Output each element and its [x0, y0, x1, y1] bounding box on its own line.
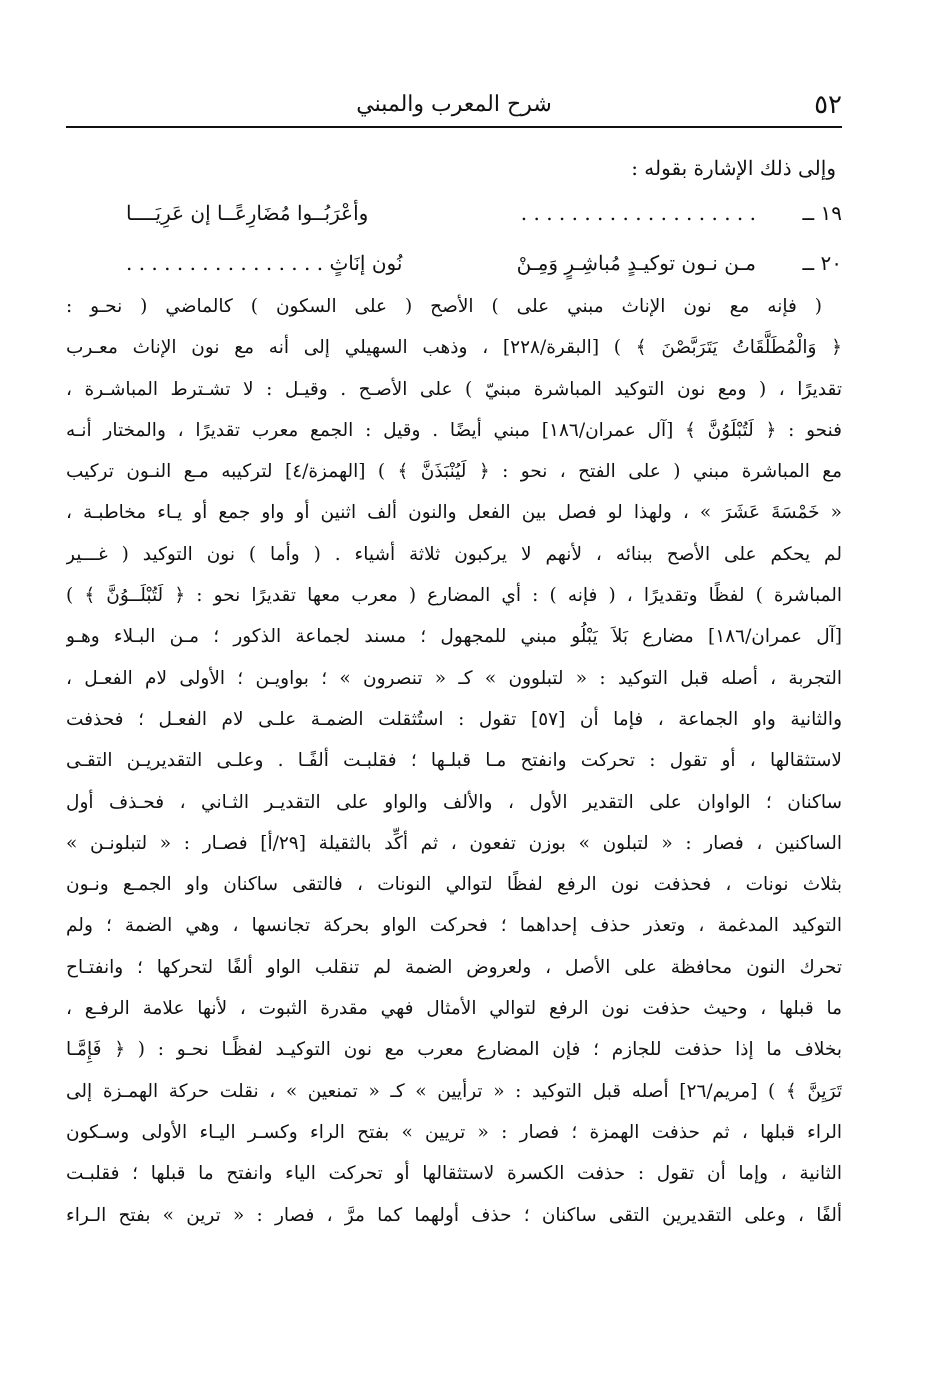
text-line: التجربة ، أصله قبل التوكيد : « لتبلوون » كـ « تنصرون » ؛ بواويـن ؛ الأولى لام الفعـل ،	[66, 667, 842, 689]
text-line: بخلاف ما إذا حذفت للجازم ؛ فإن المضارع معرب مع نون التوكيـد لفظًـا نحـو : ( ﴿ فَإِمَّـا	[66, 1039, 842, 1061]
text-line: والثانية واو الجماعة ، فإما أن [٥٧] تقول : استُثقلت الضمـة علـى لام الفعـل ؛ فحذفت	[66, 708, 842, 730]
text-line: تَرَيِنَّ ﴾ ) [مريم/٢٦] أصله قبل التوكيد : « ترأيين » كـ « تمنعين » ، نقلت حركة الهمـزة إلى	[66, 1080, 842, 1102]
verse-19	[126, 194, 842, 232]
header-rule	[66, 126, 842, 128]
text-line: ( فإنه مع نون الإناث مبني على ) الأصح ( على السكون ) كالماضي ( نحـو :	[66, 296, 822, 317]
text-line: التوكيد المدغمة ، وتعذر حذف إحداهما ؛ فحركت الواو بحركة تجانسها ، وهي الضمة ؛ ولم	[66, 915, 842, 937]
text-line: « خَمْسَةَ عَشَرَ » ، ولهذا لو فصل بين الفعل والنون ألف اثنين أو واو جمع أو يـاء مخاطبـة ،	[66, 502, 842, 524]
text-line: الساكنين ، فصار : « لتبلون » بوزن تفعون ، ثم أكِّد بالثقيلة [٢٩/أ] فصـار : « لتبلونـن »	[66, 832, 842, 854]
text-line: تقديرًا ، ( ومع نون التوكيد المباشرة مبنيّ ) على الأصـح . وقيـل : لا تشـترط المباشـرة ،	[66, 378, 842, 400]
text-line: ألفًا ، وعلى التقديرين التقى ساكنان ؛ حذف أولهما كما مرَّ ، فصار : « ترين » بفتح الـراء	[66, 1204, 842, 1226]
text-line: لم يحكم على الأصح ببنائه ، لأنهم لا يركبون ثلاثة أشياء . ( وأما ) نون التوكيد ( غـــير	[66, 543, 842, 565]
running-title: شرح المعرب والمبني	[356, 92, 552, 117]
verse-20	[126, 244, 842, 282]
verse-second-hemistich: وأعْرَبُــوا مُضَارِعًــا إن عَرِيَــــا	[126, 201, 369, 225]
text-line: الراء قبلها ، ثم حذفت الهمزة ؛ فصار : « تريين » بفتح الراء وكسـر اليـاء الأولى وسـكون	[66, 1121, 842, 1143]
verse-number: ١٩ ــ	[802, 201, 842, 225]
text-line: ﴿ وَالْمُطَلَّقَاتُ يَتَرَبَّصْنَ ﴾ ) [البقرة/٢٢٨] ، وذهب السهيلي إلى أنه مع نون الإناث معـرب	[66, 337, 842, 359]
text-line: ما قبلها ، وحيث حذفت نون الرفع لتوالي الأمثال فهي مقدرة الثبوت ، لأنها علامة الرفـع ،	[66, 998, 842, 1020]
text-line: فنحو : ﴿ لَتُبْلَوُنَّ ﴾ [آل عمران/١٨٦] مبني أيضًا . وقيل : الجمع معرب تقديرًا ، والمختار أنـه	[66, 419, 842, 441]
commentary-text	[66, 286, 842, 1236]
verse-first-hemistich: مـن نـون توكيـدٍ مُباشِـرٍ وَمِـنْ	[516, 251, 756, 275]
verse-first-hemistich: . . . . . . . . . . . . . . . . . . .	[520, 201, 756, 225]
text-line: المباشرة ) لفظًا وتقديرًا ، ( فإنه ) : أي المضارع ( معرب معها تقديرًا نحو : ﴿ لَتُبْلَــوُنَّ ﴾ )	[66, 585, 842, 607]
verse-number: ٢٠ ــ	[802, 251, 842, 275]
text-line: لاستثقالها ، أو تقول : تحركت وانفتح مـا قبلـها ؛ فقلبـت ألفًـا . وعلـى التقديريـن التقـى	[66, 750, 842, 772]
verse-second-hemistich: نُون إنَاثٍ . . . . . . . . . . . . . . . .	[126, 251, 403, 275]
text-line: بثلاث نونات ، فحذفت نون الرفع لفظًا لتوالي النونات ، فالتقى ساكنان واو الجمـع ونـون	[66, 874, 842, 896]
text-line: ساكنان ؛ الواوان على التقدير الأول ، والألف والواو على التقديـر الثـاني ، فحـذف أول	[66, 791, 842, 813]
text-line: الثانية ، وإما أن تقول : حذفت الكسرة لاستثقالها أو تحركت الياء وانفتح ما قبلها ؛ فقلبـت	[66, 1163, 842, 1185]
text-line: مع المباشرة مبني ( على الفتح ، نحو : ﴿ لَيُنْبَذَنَّ ﴾ ) [الهمزة/٤] لتركيبه مـع النـون تركيب	[66, 461, 842, 483]
text-line: تحرك النون محافظة على الأصل ، ولعروض الضمة لم تنقلب الواو ألفًا لتحركها ؛ وانفتـاح	[66, 956, 842, 978]
intro-line: وإلى ذلك الإشارة بقوله :	[631, 156, 836, 180]
page-number: ٥٢	[814, 90, 842, 120]
page-header	[66, 86, 842, 130]
text-line: [آل عمران/١٨٦] مضارع بَلاَ يَبْلُو مبني للمجهول ؛ مسند لجماعة الذكور ؛ مـن البـلاء وهـو	[66, 626, 842, 648]
